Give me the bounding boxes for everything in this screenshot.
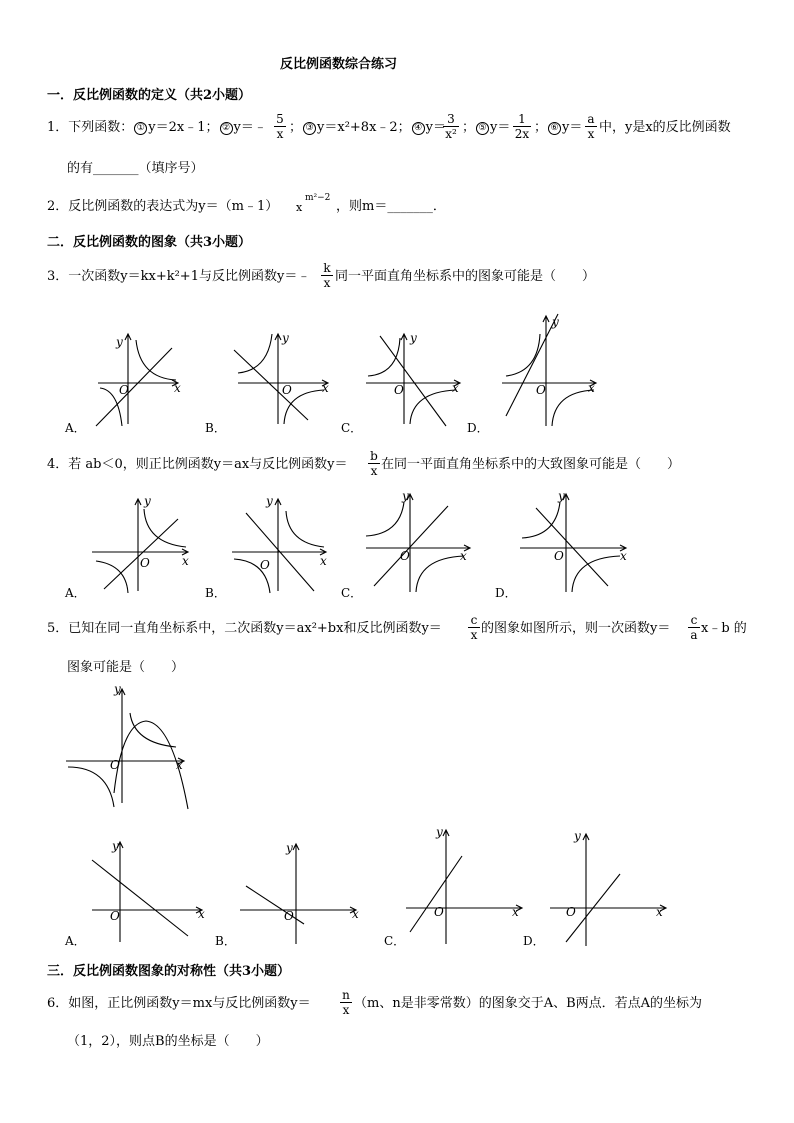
q4-fraction: $\frac{b}{x}$	[368, 450, 380, 477]
svg-text:x: x	[656, 905, 663, 919]
question-2: 2．反比例函数的表达式为y＝（m﹣1）	[47, 199, 279, 214]
section-3-heading: 三．反比例函数图象的对称性（共3小题）	[47, 964, 291, 979]
svg-text:x: x	[320, 554, 327, 568]
svg-text:O: O	[434, 905, 444, 919]
section-2-heading: 二．反比例函数的图象（共3小题）	[47, 235, 252, 250]
q4-graph-b	[226, 495, 336, 595]
svg-text:y: y	[282, 331, 289, 345]
q4-graph-a	[88, 495, 198, 595]
svg-text:O: O	[554, 549, 564, 563]
svg-text:y: y	[286, 841, 293, 855]
question-4: 4．若 ab＜0，则正比例函数y＝ax与反比例函数y＝	[47, 457, 348, 472]
svg-text:O: O	[394, 383, 404, 397]
q5-graph-d	[546, 830, 672, 950]
svg-text:O: O	[119, 383, 129, 397]
q5-graph-a	[88, 838, 208, 948]
svg-text:x: x	[182, 554, 189, 568]
q4-graph-d	[516, 490, 630, 595]
svg-text:y: y	[402, 489, 409, 503]
svg-text:y: y	[574, 829, 581, 843]
q5-fraction-2: $\frac{c}{a}$	[688, 614, 700, 641]
svg-text:O: O	[282, 383, 292, 397]
svg-text:O: O	[284, 909, 294, 923]
svg-text:x: x	[460, 549, 467, 563]
svg-text:y: y	[144, 494, 151, 508]
svg-text:x: x	[512, 905, 519, 919]
svg-text:x: x	[588, 381, 595, 395]
svg-text:O: O	[110, 909, 120, 923]
q3-fraction: $\frac{k}{x}$	[321, 262, 333, 289]
svg-text:x: x	[176, 758, 183, 772]
question-3: 3．一次函数y＝kx+k²+1与反比例函数y＝﹣	[47, 269, 311, 284]
q5-main-graph	[64, 683, 194, 813]
q6-fraction: $\frac{n}{x}$	[340, 989, 352, 1016]
svg-text:x: x	[352, 907, 359, 921]
question-6: 6．如图，正比例函数y＝mx与反比例函数y＝	[47, 996, 311, 1011]
svg-text:O: O	[140, 556, 150, 570]
svg-text:O: O	[260, 558, 270, 572]
q3-graph-b	[228, 328, 338, 428]
q4-graph-c	[360, 490, 474, 595]
question-6-line-2: （1，2），则点B的坐标是（ ）	[67, 1034, 269, 1049]
question-5: 5．已知在同一直角坐标系中，二次函数y＝ax²+bx和反比例函数y＝	[47, 621, 442, 636]
question-5-line-2: 图象可能是（ ）	[67, 660, 185, 675]
question-1: 1．下列函数： ① y＝2x﹣1； ② y＝﹣	[47, 120, 267, 135]
page-title: 反比例函数综合练习	[280, 57, 398, 72]
q5-fraction-1: $\frac{c}{x}$	[468, 614, 480, 641]
svg-text:O: O	[110, 758, 120, 772]
q5-graph-c	[402, 826, 528, 950]
svg-text:O: O	[566, 905, 576, 919]
svg-text:O: O	[536, 383, 546, 397]
svg-text:y: y	[116, 335, 123, 349]
question-1-line-2: 的有_______（填序号）	[67, 161, 204, 176]
svg-text:x: x	[322, 381, 329, 395]
q5-graph-b	[236, 840, 362, 950]
section-1-heading: 一．反比例函数的定义（共2小题）	[47, 88, 252, 103]
q1-fraction-4: $\frac{3}{\text{x²}}$	[443, 113, 459, 140]
svg-text:x: x	[620, 549, 627, 563]
q3-graph-c	[360, 328, 470, 428]
svg-text:y: y	[436, 825, 443, 839]
svg-text:y: y	[552, 315, 559, 329]
svg-text:y: y	[112, 839, 119, 853]
q1-fraction-6: $\frac{a}{x}$	[585, 113, 597, 140]
svg-text:y: y	[410, 331, 417, 345]
svg-text:x: x	[198, 907, 205, 921]
q3-graph-d	[496, 312, 606, 428]
q1-fraction-5: $\frac{1}{2x}$	[514, 112, 530, 141]
svg-text:y: y	[558, 489, 565, 503]
q3-graph-a	[88, 328, 188, 428]
svg-text:x: x	[174, 381, 181, 395]
q1-fraction-2: $\frac{5}{x}$	[274, 113, 286, 140]
svg-text:O: O	[400, 549, 410, 563]
svg-text:x: x	[452, 381, 459, 395]
svg-text:y: y	[266, 494, 273, 508]
svg-text:y: y	[114, 682, 121, 696]
